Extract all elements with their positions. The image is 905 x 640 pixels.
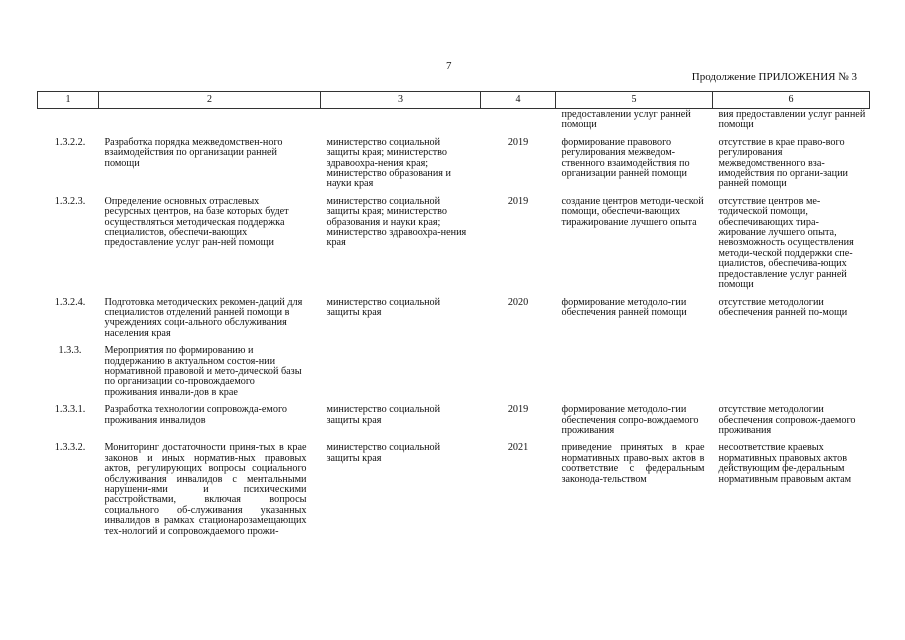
- result-cell: предоставлении услуг ранней помощи: [561, 109, 691, 131]
- item-number: 1.3.3.2.: [54, 442, 86, 454]
- column-header: 4: [481, 92, 556, 109]
- consequence-cell: [713, 339, 870, 398]
- result-cell: [556, 339, 713, 398]
- result-cell: приведение принятых в крае нормативных право-вых актов в соответствие с федеральным законода-тельством: [561, 442, 705, 485]
- year-cell: 2019: [507, 195, 529, 207]
- activity-title: Мониторинг достаточности приня-тых в крае законов и иных норматив-ных правовых актов, регулирующих вопросы социального обслуживания инвалидов с ментальными нарушени-ями и психическими расстройствами, включая вопросы социального об-служивания указанных инвалидов в рамках стационарозамещающих тех-нологий и сопровождаемого прожи-: [104, 442, 307, 537]
- year-cell: 2020: [507, 296, 529, 308]
- executor-cell: министерство социальной защиты края: [326, 404, 441, 426]
- executor-cell: министерство социальной защиты края; министерство образования и науки края; министерство здравоохра-нения края: [326, 195, 467, 249]
- year-cell: [481, 339, 556, 398]
- result-cell: формирование методоло-гии обеспечения сопро-вождаемого проживания: [561, 404, 699, 436]
- column-header: 2: [99, 92, 321, 109]
- item-number: 1.3.3.: [58, 345, 82, 357]
- consequence-cell: отсутствие методологии обеспечения сопровож-даемого проживания: [718, 404, 856, 436]
- item-number: 1.3.2.4.: [54, 296, 86, 308]
- year-cell: 2019: [507, 404, 529, 416]
- activity-title: Разработка технологии сопровожда-емого проживания инвалидов: [104, 404, 287, 426]
- year-cell: 2021: [507, 442, 529, 454]
- column-header: 3: [321, 92, 481, 109]
- item-number: 1.3.2.3.: [54, 195, 86, 207]
- table-row: [38, 436, 870, 537]
- item-number: 1.3.3.1.: [54, 404, 86, 416]
- consequence-cell: отсутствие методологии обеспечения ранней по-мощи: [718, 296, 848, 318]
- column-header: 6: [713, 92, 870, 109]
- table-row: [38, 131, 870, 190]
- column-header: 1: [38, 92, 99, 109]
- consequence-cell: вия предоставлении услуг ранней помощи: [718, 109, 866, 131]
- table-row: [38, 398, 870, 436]
- activity-title: Определение основных отраслевых ресурсных центров, на базе которых будет осуществляться методическая поддержка специалистов, обеспечи-вающих предоставление услуг ран-ней помощи: [104, 195, 289, 249]
- appendix-title: Продолжение ПРИЛОЖЕНИЯ № 3: [691, 71, 857, 83]
- activity-title: Подготовка методических рекомен-даций для специалистов отделений ранней помощи в учреждениях соци-ального обслуживания населения края: [104, 296, 303, 339]
- year-cell: 2019: [507, 136, 529, 148]
- column-header: 5: [556, 92, 713, 109]
- executor-cell: министерство социальной защиты края: [326, 442, 441, 464]
- page-number: 7: [446, 60, 452, 72]
- executor-cell: министерство социальной защиты края; министерство здравоохра-нения края; министерство образования и науки края: [326, 136, 451, 190]
- result-cell: формирование методоло-гии обеспечения ранней помощи: [561, 296, 687, 318]
- appendix-table: [37, 91, 870, 537]
- item-number: 1.3.2.2.: [54, 136, 86, 148]
- result-cell: создание центров методи-ческой помощи, обеспечи-вающих тиражирование лучшего опыта: [561, 195, 704, 228]
- table-row: [38, 190, 870, 291]
- consequence-cell: отсутствие в крае право-вого регулирования межведомственного вза-имодействия по органи-зации ранней помощи: [718, 136, 849, 190]
- table-header-row: [38, 92, 870, 109]
- table-row: [38, 291, 870, 340]
- executor-cell: министерство социальной защиты края: [326, 296, 441, 318]
- result-cell: формирование правового регулирования межведом-ственного взаимодействия по организации ранней помощи: [561, 136, 690, 180]
- consequence-cell: отсутствие центров ме-тодической помощи, обеспечивающих тира-жирование лучшего опыта, невозможность осуществления методи-ческой поддержки спе-циалистов, обеспечива-ющих предоставление услуг ранней помощи: [718, 195, 854, 291]
- consequence-cell: несоответствие краевых нормативных правовых актов действующим фе-деральным нормативным правовым актам: [718, 442, 852, 485]
- table-row: [38, 339, 870, 398]
- executor-cell: [321, 339, 481, 398]
- activity-title: Разработка порядка межведомствен-ного взаимодействия по организации ранней помощи: [104, 136, 283, 169]
- continuation-row: [38, 109, 870, 131]
- activity-title: Мероприятия по формированию и поддержанию в актуальном состоя-нии нормативной правовой и мето-дической базы по организации со-провождаемого проживания инвали-дов в крае: [104, 345, 302, 398]
